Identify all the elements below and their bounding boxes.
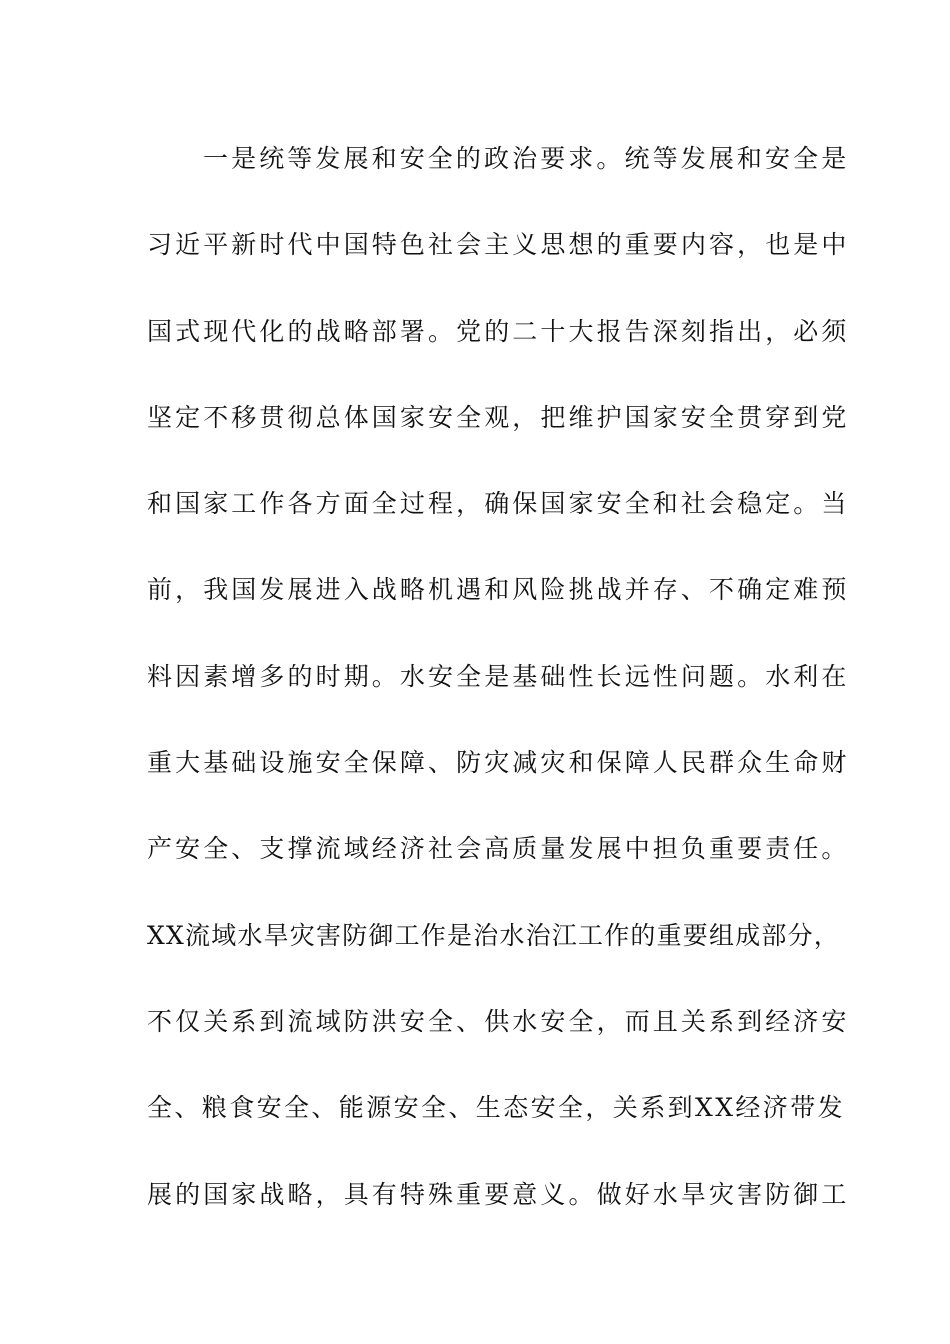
body-paragraph [147, 136, 850, 1258]
paragraph-line-12: 全、粮食安全、能源安全、生态安全，关系到XX经济带发 [147, 1093, 845, 1123]
paragraph-line-8: 重大基础设施安全保障、防灾减灾和保障人民群众生命财 [147, 748, 850, 778]
paragraph-line-5: 和国家工作各方面全过程，确保国家安全和社会稳定。当 [147, 489, 850, 519]
paragraph-line-11: 不仅关系到流域防洪安全、供水安全，而且关系到经济安 [147, 1006, 850, 1036]
paragraph-line-10: XX流域水旱灾害防御工作是治水治江工作的重要组成部分， [147, 920, 840, 950]
paragraph-line-6: 前，我国发展进入战略机遇和风险挑战并存、不确定难预 [147, 575, 850, 605]
paragraph-line-2: 习近平新时代中国特色社会主义思想的重要内容，也是中 [147, 230, 850, 260]
paragraph-line-13: 展的国家战略，具有特殊重要意义。做好水旱灾害防御工 [147, 1179, 850, 1209]
paragraph-line-4: 坚定不移贯彻总体国家安全观，把维护国家安全贯穿到党 [147, 402, 850, 432]
paragraph-line-1: 一是统等发展和安全的政治要求。统等发展和安全是 [203, 144, 850, 173]
paragraph-line-9: 产安全、支撑流域经济社会高质量发展中担负重要责任。 [147, 834, 850, 864]
paragraph-line-3: 国式现代化的战略部署。党的二十大报告深刻指出，必须 [147, 316, 850, 346]
paragraph-line-7: 料因素增多的时期。水安全是基础性长远性问题。水利在 [147, 661, 850, 691]
